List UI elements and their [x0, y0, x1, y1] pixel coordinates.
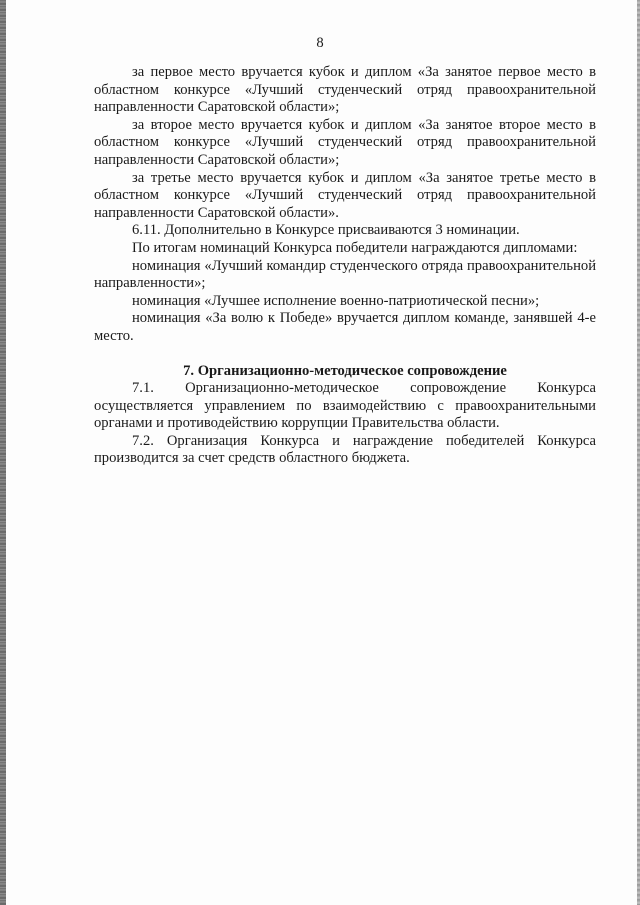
- paragraph-nominations-intro: По итогам номинаций Конкурса победители награждаются дипломами:: [132, 239, 578, 256]
- paragraph-second-place: за второе место вручается кубок и диплом «За занятое второе место в областном конкурсе «Лучший студенческий отряд правоохранительной направленности Саратовской области»;: [94, 116, 596, 168]
- paragraph-first-place: за первое место вручается кубок и диплом «За занятое первое место в областном конкурсе «Лучший студенческий отряд правоохранительной направленности Саратовской области»;: [94, 64, 596, 116]
- paragraph-6-11: 6.11. Дополнительно в Конкурсе присваиваются 3 номинации.: [132, 222, 520, 239]
- section-gap: [94, 346, 596, 363]
- page-number: 8: [316, 35, 324, 51]
- paragraph-nomination-victory: номинация «За волю к Победе» вручается диплом команде, занявшей 4-е место.: [94, 310, 596, 344]
- document-body: [94, 64, 596, 468]
- paragraph-nomination-song: номинация «Лучшее исполнение военно-патриотической песни»;: [132, 292, 540, 309]
- paragraph-nomination-commander: номинация «Лучший командир студенческого отряда правоохранительной направленности»;: [94, 257, 596, 292]
- scan-edge-left: [0, 0, 6, 905]
- paragraph-third-place: за третье место вручается кубок и диплом «За занятое третье место в областном конкурсе «Лучший студенческий отряд правоохранительной направленности Саратовской области».: [94, 169, 596, 221]
- paragraph-7-1: 7.1. Организационно-методическое сопровождение Конкурса осуществляется управлением по взаимодействию с правоохранительными органами и противодействию коррупции Правительства области.: [94, 380, 596, 432]
- section-7-heading: 7. Организационно-методическое сопровождение: [183, 362, 507, 379]
- paragraph-7-2: 7.2. Организация Конкурса и награждение победителей Конкурса производится за счет средств областного бюджета.: [94, 432, 596, 467]
